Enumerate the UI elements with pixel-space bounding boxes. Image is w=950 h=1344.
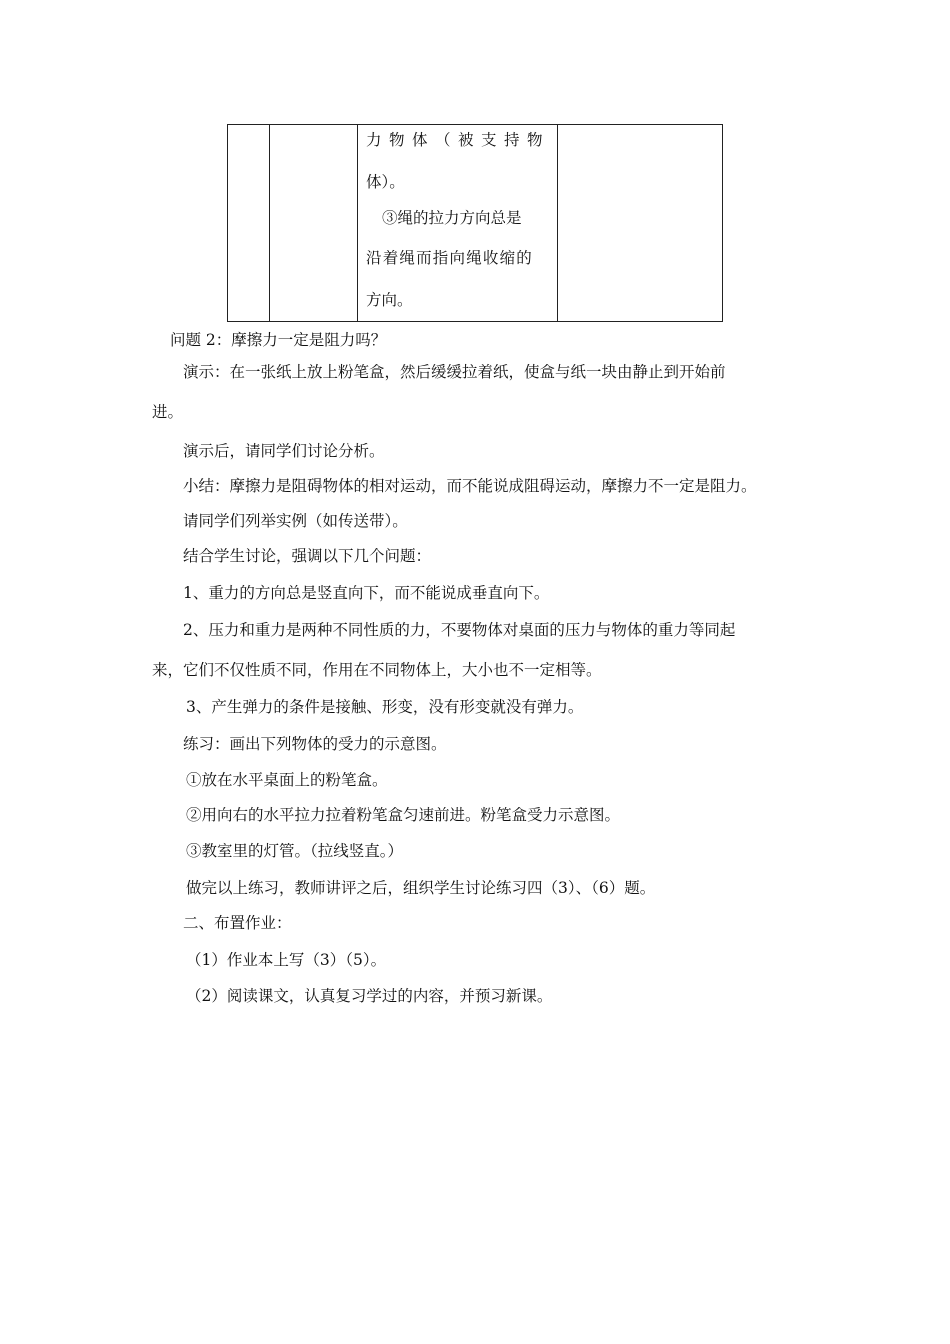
exercise-item: ①放在水平桌面上的粉笔盒。 — [186, 771, 388, 789]
table-cell-line: 沿着绳而指向绳收缩的 — [366, 249, 534, 267]
table-column-4 — [558, 125, 724, 321]
exercise-item: ②用向右的水平拉力拉着粉笔盒匀速前进。粉笔盒受力示意图。 — [186, 806, 621, 824]
question-heading: 问题 2：摩擦力一定是阻力吗？ — [170, 331, 387, 349]
homework-item: （2）阅读课文，认真复习学过的内容，并预习新课。 — [186, 987, 553, 1005]
paragraph-line: 请同学们列举实例（如传送带）。 — [183, 512, 408, 530]
exercise-item: ③教室里的灯管。（拉线竖直。） — [186, 842, 404, 860]
list-item: 2、压力和重力是两种不同性质的力，不要物体对桌面的压力与物体的重力等同起 — [183, 621, 736, 639]
paragraph-line: 结合学生讨论，强调以下几个问题： — [183, 547, 432, 565]
paragraph-line: 小结：摩擦力是阻碍物体的相对运动，而不能说成阻碍运动，摩擦力不一定是阻力。 — [183, 477, 757, 495]
table-cell-line: 力物体（被支持物 — [366, 131, 551, 149]
paragraph-line: 演示：在一张纸上放上粉笔盒，然后缓缓拉着纸，使盒与纸一块由静止到开始前 — [183, 363, 726, 381]
paragraph-line: 演示后，请同学们讨论分析。 — [183, 442, 385, 460]
table-cell-line: 方向。 — [366, 291, 413, 309]
list-item: 来，它们不仅性质不同，作用在不同物体上，大小也不一定相等。 — [152, 661, 602, 679]
table-cell-line: ③绳的拉力方向总是 — [382, 209, 522, 227]
exercise-heading: 练习：画出下列物体的受力的示意图。 — [183, 735, 447, 753]
table-cell-line: 体）。 — [366, 173, 405, 191]
homework-item: （1）作业本上写（3）（5）。 — [186, 951, 387, 969]
paragraph-line: 进。 — [152, 403, 184, 421]
paragraph-line: 做完以上练习，教师讲评之后，组织学生讨论练习四（3）、（6）题。 — [186, 879, 656, 897]
homework-heading: 二、布置作业： — [183, 914, 292, 932]
table-column-2 — [270, 125, 358, 321]
list-item: 1、重力的方向总是竖直向下，而不能说成垂直向下。 — [183, 584, 550, 602]
list-item: 3、产生弹力的条件是接触、形变，没有形变就没有弹力。 — [186, 698, 584, 716]
table-column-1 — [228, 125, 270, 321]
